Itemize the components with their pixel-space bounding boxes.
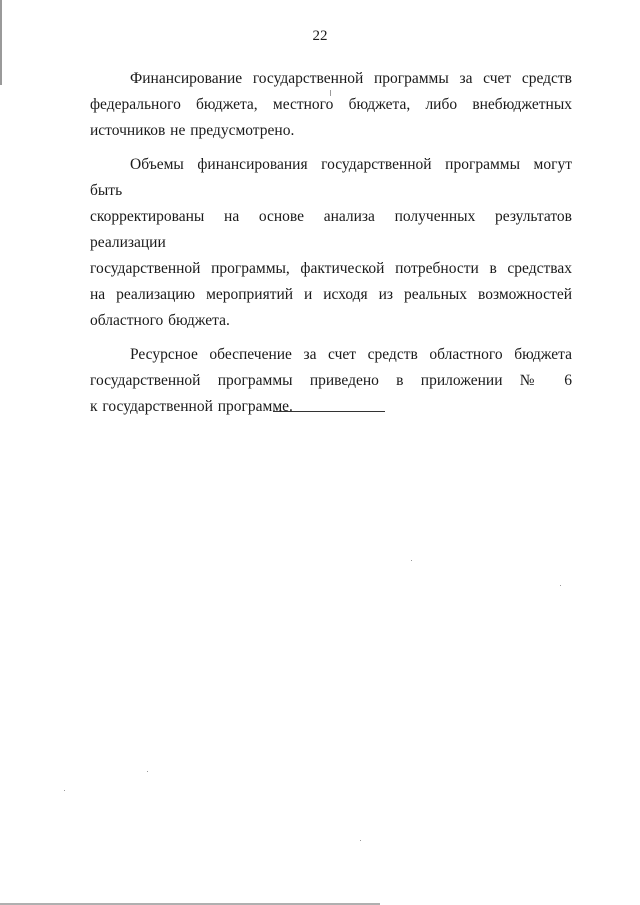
paragraph-line: государственной программы, фактической потребности в средствах	[90, 260, 572, 277]
paragraph-financing	[90, 66, 572, 144]
section-divider	[273, 411, 385, 412]
scan-speck	[411, 560, 412, 561]
paragraph-line: Объемы финансирования государственной программы могут быть	[90, 156, 572, 199]
paragraph-line: Финансирование государственной программы за счет средств	[130, 70, 572, 87]
paragraph-volumes	[90, 152, 572, 334]
scan-speck	[330, 90, 331, 96]
scan-speck	[147, 771, 148, 772]
paragraph-resources	[90, 342, 572, 420]
paragraph-line: на реализацию мероприятий и исходя из реальных возможностей	[90, 286, 572, 303]
scan-speck	[560, 585, 561, 586]
paragraph-line: областного бюджета.	[90, 312, 230, 329]
paragraph-line: государственной программы приведено в приложении № 6	[90, 372, 572, 389]
paragraph-line: источников не предусмотрено.	[90, 122, 295, 139]
scan-speck	[360, 840, 361, 841]
paragraph-line: к государственной программе.	[90, 398, 293, 415]
scan-speck	[64, 790, 65, 791]
paragraph-line: Ресурсное обеспечение за счет средств областного бюджета	[130, 346, 572, 363]
page-number: 22	[312, 28, 328, 44]
paragraph-line: скорректированы на основе анализа полученных результатов реализации	[90, 208, 572, 251]
paragraph-line: федерального бюджета, местного бюджета, либо внебюджетных	[90, 96, 572, 113]
document-body	[90, 66, 572, 428]
